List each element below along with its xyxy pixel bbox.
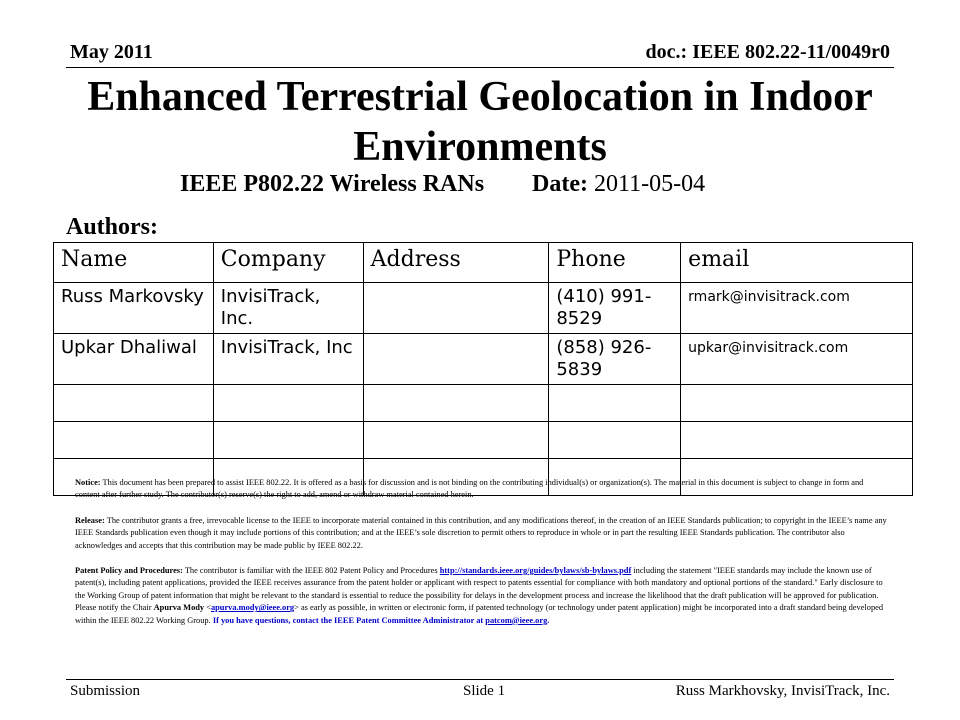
patent-bylaws-link[interactable]: http://standards.ieee.org/guides/bylaws/sb-bylaws.pdf [439,566,632,576]
working-group: IEEE P802.22 Wireless RANs [180,171,485,197]
patent-disclosure-text: as early as possible, in written or electronic form, if patented technology (or technology under patent application) might be incorporated into a draft standard being developed within the IEEE 802.22 Working Group. [75,603,884,625]
subtitle [180,171,705,198]
author-address [363,283,549,334]
chair-name: Apurva Mody [153,603,205,613]
footer-slide-number: Slide 1 [463,683,506,699]
patcom-email-link[interactable]: patcom@ieee.org [485,615,548,625]
release-paragraph [75,515,887,552]
slide-title: Enhanced Terrestrial Geolocation in Indoor Environments [87,74,873,170]
footer-divider [66,679,894,680]
table-row-empty [54,422,913,459]
table-row-empty [54,385,913,422]
table-row [54,283,913,334]
col-header-email: email [681,243,913,283]
col-header-address: Address [363,243,549,283]
header-doc-id: doc.: IEEE 802.22-11/0049r0 [645,41,890,63]
notice-label: Notice: [75,478,101,487]
author-phone: (858) 926-5839 [549,334,681,385]
release-text: The contributor grants a free, irrevocable license to the IEEE to incorporate material contained in this contribution, and any modifications thereof, in the creation of an IEEE Standards publication; to copyright in the IEEE’s name any IEEE Standards publication even though it may include portions of this contribution; and at the IEEE’s sole discretion to permit others to reproduce in whole or in part the resulting IEEE Standards publication. The contributor also acknowledges and accepts that this contribution may be made public by IEEE 802.22. [75,515,887,550]
patent-paragraph: Patent Policy and Procedures: The contributor is familiar with the IEEE 802 Patent Policy and Procedures http://standards.ieee.org/guides/bylaws/sb-bylaws.pdf including the statement "IEEE standards may include the known use of patent(s), including patent applications, provided the IEEE receives assurance from the patent holder or applicant with respect to patents essential for compliance with both mandatory and optional portions of the standard." Early disclosure to the Working Group of patent information that might be relevant to the standard is essential to reduce the possibility for delays in the development process and increase the likelihood that the draft publication will be approved for publication. Please notify the Chair Apurva Mody <apurva.mody@ieee.org> as early as possible, in written or electronic form, if patented technology (or technology under patent application) might be incorporated into a draft standard being developed within the IEEE 802.22 Working Group. If you have questions, contact the IEEE Patent Committee Administrator at patcom@ieee.org. [75,566,884,625]
table-row [54,334,913,385]
author-phone: (410) 991-8529 [549,283,681,334]
patent-label: Patent Policy and Procedures: [75,566,183,576]
release-label: Release: [75,515,105,525]
notice-paragraph [75,477,887,502]
author-address [363,334,549,385]
table-header-row [54,243,913,283]
author-email[interactable]: upkar@invisitrack.com [681,334,913,385]
patent-text: The contributor is familiar with the IEEE 802 Patent Policy and Procedures [184,566,438,576]
col-header-name: Name [54,243,214,283]
authors-label: Authors: [66,214,159,240]
notice-block [75,477,887,640]
contact-text: If you have questions, contact the IEEE Patent Committee Administrator at [212,615,484,625]
header-date: May 2011 [70,41,153,63]
date-label: Date: [532,171,588,197]
authors-table [53,242,913,496]
col-header-company: Company [213,243,363,283]
col-header-phone: Phone [549,243,681,283]
author-name: Upkar Dhaliwal [54,334,214,385]
patent-statement: including the statement "IEEE standards may include the known use of patent(s), including patent applications, provided the IEEE receives assurance from the patent holder or applicant with respect to patents essential for compliance with both mandatory and optional portions of the standard." Early disclosure to the Working Group of patent information that might be relevant to the standard is essential to reduce the possibility for delays in the development process and increase the likelihood that the draft publication will be approved for publication. Please notify the Chair [75,566,883,613]
chair-email-link[interactable]: apurva.mody@ieee.org [210,603,295,613]
footer-submission: Submission [70,683,141,699]
author-company: InvisiTrack, Inc. [213,283,363,334]
header-divider [66,67,894,68]
author-name: Russ Markovsky [54,283,214,334]
author-email[interactable]: rmark@invisitrack.com [681,283,913,334]
notice-text: This document has been prepared to assist IEEE 802.22. It is offered as a basis for discussion and is not binding on the contributing individual(s) or organization(s). The material in this document is subject to change in form and content after further study. The contributor(s) reserve(s) the right to add, amend or withdraw material contained herein. [75,478,864,500]
author-company: InvisiTrack, Inc [213,334,363,385]
date-value: 2011-05-04 [594,171,706,197]
footer-author: Russ Markhovsky, InvisiTrack, Inc. [675,683,890,699]
